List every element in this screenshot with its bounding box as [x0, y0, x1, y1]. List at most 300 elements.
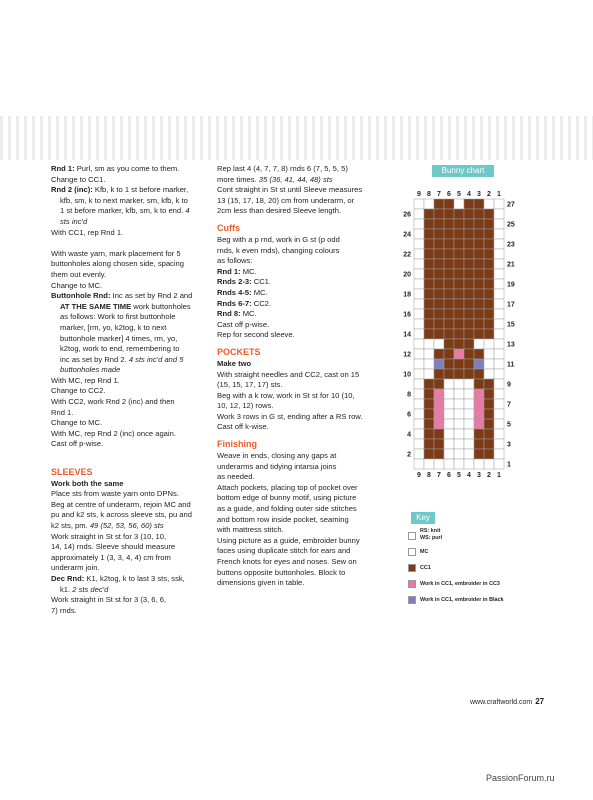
- column-number-top: 6: [447, 191, 451, 198]
- chart-cell: [434, 199, 444, 209]
- text-line: [217, 277, 382, 288]
- chart-cell: [464, 289, 474, 299]
- row-number: 1: [507, 461, 511, 469]
- chart-cell: [444, 279, 454, 289]
- chart-cell: [414, 459, 424, 469]
- chart-cell: [474, 359, 484, 369]
- chart-cell: [424, 249, 434, 259]
- text-run: buttons opposite buttonholes. Block to: [217, 567, 346, 577]
- column-number-top: 4: [467, 191, 471, 198]
- footer-site: www.craftworld.com: [470, 699, 533, 706]
- text-run: buttonholes made: [60, 365, 121, 375]
- chart-cell: [474, 409, 484, 419]
- chart-cell: [484, 349, 494, 359]
- row-number: 5: [507, 421, 511, 429]
- chart-cell: [414, 259, 424, 269]
- text-line: [217, 483, 382, 494]
- chart-cell: [484, 239, 494, 249]
- text-line: [217, 578, 382, 589]
- key-swatch: [408, 564, 416, 572]
- chart-cell: [444, 399, 454, 409]
- text-run: as follows: Work to first buttonhole: [60, 312, 176, 322]
- row-number: 19: [507, 281, 515, 289]
- text-run: Work straight in St st for 3 (3, 6, 6,: [51, 595, 167, 605]
- chart-cell: [454, 269, 464, 279]
- chart-cell: [464, 209, 474, 219]
- text-line: [51, 542, 207, 553]
- row-number: 7: [507, 401, 511, 409]
- chart-cell: [424, 279, 434, 289]
- chart-cell: [444, 439, 454, 449]
- text-run: k2 sts, pm.: [51, 521, 90, 530]
- key-title: Key: [411, 512, 435, 524]
- column-number-bottom: 9: [417, 472, 421, 479]
- text-run: With MC, rep Rnd 1.: [51, 375, 120, 385]
- chart-cell: [424, 239, 434, 249]
- chart-cell: [434, 319, 444, 329]
- text-run: Cast off k-wise.: [217, 422, 269, 432]
- text-line: [51, 563, 207, 574]
- chart-cell: [484, 409, 494, 419]
- chart-cell: [454, 439, 464, 449]
- chart-cell: [434, 219, 444, 229]
- chart-cell: [454, 289, 464, 299]
- text-run: Cast off p-wise.: [217, 319, 270, 329]
- chart-cell: [494, 309, 504, 319]
- text-line: [51, 489, 207, 500]
- chart-cell: [474, 299, 484, 309]
- text-line: [51, 217, 207, 228]
- chart-cell: [424, 339, 434, 349]
- chart-cell: [464, 259, 474, 269]
- column-number-bottom: 1: [497, 472, 501, 479]
- chart-cell: [444, 239, 454, 249]
- text-run: Rnd 8:: [217, 309, 243, 319]
- text-run: and bottom row inside pocket, seaming: [217, 514, 349, 524]
- chart-cell: [444, 329, 454, 339]
- chart-cell: [474, 279, 484, 289]
- chart-cell: [424, 419, 434, 429]
- text-line: [217, 267, 382, 278]
- chart-cell: [444, 259, 454, 269]
- text-run: as a guide, and folding outer side stitches: [217, 504, 357, 514]
- text-run: Beg with a p rnd, work in G st (p odd: [217, 234, 340, 244]
- row-number: 10: [403, 371, 411, 379]
- text-line: [217, 401, 382, 412]
- text-line: [217, 536, 382, 547]
- chart-cell: [464, 349, 474, 359]
- text-run: Rnd 1:: [217, 266, 243, 276]
- chart-cell: [434, 459, 444, 469]
- chart-cell: [474, 219, 484, 229]
- chart-cell: [484, 269, 494, 279]
- text-run: 2cm less than desired Sleeve length.: [217, 206, 342, 216]
- text-line: [217, 246, 382, 257]
- text-line: [217, 235, 382, 246]
- chart-cell: [454, 429, 464, 439]
- key-label: MC: [420, 549, 429, 555]
- chart-cell: [474, 239, 484, 249]
- section-heading: [217, 346, 382, 359]
- chart-cell: [424, 359, 434, 369]
- text-run: With CC2, work Rnd 2 (inc) and then: [51, 397, 175, 407]
- chart-cell: [434, 329, 444, 339]
- text-line: [51, 418, 207, 429]
- text-run: 4: [185, 206, 190, 216]
- text-run: buttonholes along chosen side, spacing: [51, 259, 184, 269]
- column-number-top: 1: [497, 191, 501, 198]
- text-line: [217, 412, 382, 423]
- chart-cell: [424, 369, 434, 379]
- text-line: [51, 365, 207, 376]
- chart-cell: [454, 339, 464, 349]
- chart-cell: [434, 209, 444, 219]
- key-label: Work in CC1, embroider in CC3: [420, 581, 500, 587]
- text-run: With CC1, rep Rnd 1.: [51, 227, 124, 237]
- chart-cell: [414, 209, 424, 219]
- chart-cell: [464, 329, 474, 339]
- chart-cell: [474, 209, 484, 219]
- chart-cell: [434, 379, 444, 389]
- text-line: [217, 462, 382, 473]
- chart-cell: [434, 269, 444, 279]
- pattern-column-left: [51, 164, 207, 616]
- key-label: Work in CC1, embroider in Black: [420, 597, 504, 603]
- chart-cell: [474, 259, 484, 269]
- text-line: [217, 515, 382, 526]
- text-run: k1.: [60, 584, 73, 594]
- text-run: French knots for eyes and noses. Sew on: [217, 557, 357, 566]
- row-number: 11: [507, 361, 515, 369]
- row-number: 20: [403, 271, 411, 279]
- text-run: Beg at centre of underarm, rejoin MC and: [51, 499, 191, 509]
- chart-cell: [464, 459, 474, 469]
- chart-cell: [464, 409, 474, 419]
- row-number: 26: [403, 211, 411, 219]
- text-line: [51, 344, 207, 355]
- chart-cell: [434, 399, 444, 409]
- chart-cell: [474, 309, 484, 319]
- chart-cell: [454, 279, 464, 289]
- chart-cell: [434, 349, 444, 359]
- chart-cell: [424, 289, 434, 299]
- chart-cell: [464, 429, 474, 439]
- chart-cell: [454, 309, 464, 319]
- chart-cell: [414, 199, 424, 209]
- column-number-bottom: 3: [477, 472, 481, 479]
- chart-cell: [414, 389, 424, 399]
- chart-cell: [434, 229, 444, 239]
- chart-cell: [464, 339, 474, 349]
- chart-cell: [454, 229, 464, 239]
- chart-cell: [434, 309, 444, 319]
- text-run: inc as set by Rnd 2.: [60, 354, 129, 364]
- chart-cell: [484, 199, 494, 209]
- text-run: Cast off p-wise.: [51, 439, 104, 449]
- column-number-top: 7: [437, 191, 441, 198]
- text-line: [51, 585, 207, 596]
- chart-cell: [424, 329, 434, 339]
- text-line: [217, 196, 382, 207]
- column-number-top: 3: [477, 191, 481, 198]
- text-line: [51, 439, 207, 450]
- column-number-bottom: 6: [447, 472, 451, 479]
- text-run: With MC, rep Rnd 2 (inc) once again.: [51, 428, 176, 438]
- chart-cell: [494, 289, 504, 299]
- chart-cell: [444, 299, 454, 309]
- chart-cell: [444, 319, 454, 329]
- chart-cell: [414, 419, 424, 429]
- chart-cell: [434, 419, 444, 429]
- chart-cell: [434, 359, 444, 369]
- chart-cell: [474, 449, 484, 459]
- key-label: WS: purl: [420, 535, 443, 541]
- chart-cell: [434, 389, 444, 399]
- text-run: Work both the same: [51, 478, 124, 488]
- chart-cell: [474, 289, 484, 299]
- text-run: Kfb, k to 1 st before marker,: [94, 185, 189, 195]
- text-run: Inc as set by Rnd 2 and: [112, 291, 193, 301]
- text-run: CC1.: [253, 277, 272, 287]
- chart-cell: [484, 399, 494, 409]
- chart-cell: [414, 319, 424, 329]
- chart-cell: [484, 389, 494, 399]
- column-number-bottom: 8: [427, 472, 431, 479]
- chart-cell: [454, 239, 464, 249]
- text-run: rnds, k even rnds), changing colours: [217, 245, 340, 255]
- chart-cell: [444, 339, 454, 349]
- chart-cell: [424, 409, 434, 419]
- row-number: 14: [403, 331, 411, 339]
- text-line: [217, 504, 382, 515]
- chart-cell: [444, 359, 454, 369]
- chart-cell: [414, 339, 424, 349]
- row-number: 2: [407, 451, 411, 459]
- chart-cell: [414, 449, 424, 459]
- chart-cell: [454, 299, 464, 309]
- text-line: [217, 546, 382, 557]
- text-run: Cont straight in St st until Sleeve measures: [217, 185, 363, 195]
- column-number-bottom: 2: [487, 472, 491, 479]
- text-run: Purl, sm as you come to them.: [76, 164, 180, 173]
- text-line: [217, 175, 382, 186]
- chart-cell: [414, 439, 424, 449]
- chart-cell: [414, 279, 424, 289]
- chart-cell: [464, 389, 474, 399]
- chart-cell: [464, 199, 474, 209]
- chart-cell: [454, 419, 464, 429]
- text-run: dimensions given in table.: [217, 578, 305, 588]
- chart-cell: [444, 199, 454, 209]
- text-run: K1, k2tog, k to last 3 sts, ssk,: [86, 573, 185, 583]
- text-run: Change to MC.: [51, 280, 103, 290]
- chart-cell: [494, 269, 504, 279]
- chart-cell: [474, 399, 484, 409]
- text-run: bottom edge of bunny motif, using picture: [217, 493, 357, 503]
- chart-cell: [484, 209, 494, 219]
- chart-cell: [464, 359, 474, 369]
- text-run: Rnds 4-5:: [217, 287, 254, 297]
- chart-cell: [454, 319, 464, 329]
- chart-cell: [414, 219, 424, 229]
- chart-cell: [494, 409, 504, 419]
- chart-cell: [444, 419, 454, 429]
- text-run: them out evenly.: [51, 269, 107, 279]
- chart-cell: [474, 379, 484, 389]
- chart-cell: [484, 329, 494, 339]
- chart-cell: [494, 259, 504, 269]
- chart-cell: [424, 389, 434, 399]
- chart-cell: [454, 199, 464, 209]
- text-run: Buttonhole Rnd:: [51, 291, 113, 301]
- text-run: Change to CC2.: [51, 386, 106, 396]
- text-run: Attach pockets, placing top of pocket over: [217, 482, 358, 492]
- chart-cell: [474, 369, 484, 379]
- row-number: 21: [507, 261, 515, 269]
- text-line: [51, 249, 207, 260]
- chart-cell: [474, 459, 484, 469]
- chart-cell: [424, 379, 434, 389]
- chart-cell: [454, 329, 464, 339]
- chart-cell: [484, 449, 494, 459]
- text-line: [51, 302, 207, 313]
- chart-cell: [494, 389, 504, 399]
- chart-cell: [474, 389, 484, 399]
- text-line: [217, 493, 382, 504]
- text-line: [217, 299, 382, 310]
- chart-cell: [494, 339, 504, 349]
- row-number: 24: [403, 231, 411, 239]
- chart-cell: [434, 289, 444, 299]
- text-run: as needed.: [217, 472, 255, 482]
- chart-cell: [464, 229, 474, 239]
- key-swatch: [408, 548, 416, 556]
- chart-cell: [494, 299, 504, 309]
- text-run: Finishing: [217, 439, 257, 450]
- chart-title: Bunny chart: [432, 165, 494, 177]
- text-run: Rnds 6-7:: [217, 298, 254, 308]
- chart-cell: [424, 199, 434, 209]
- chart-cell: [444, 349, 454, 359]
- text-run: MC.: [253, 287, 268, 297]
- chart-cell: [494, 199, 504, 209]
- text-line: [51, 355, 207, 366]
- text-run: Change to MC.: [51, 418, 103, 428]
- chart-cell: [434, 429, 444, 439]
- paragraph-gap: [51, 450, 207, 461]
- chart-cell: [484, 369, 494, 379]
- text-line: [51, 574, 207, 585]
- chart-cell: [444, 249, 454, 259]
- chart-cell: [494, 229, 504, 239]
- chart-cell: [444, 369, 454, 379]
- chart-cell: [444, 269, 454, 279]
- text-line: [51, 196, 207, 207]
- chart-cell: [444, 289, 454, 299]
- text-run: Cuffs: [217, 222, 240, 233]
- chart-cell: [424, 439, 434, 449]
- chart-cell: [484, 429, 494, 439]
- chart-cell: [494, 459, 504, 469]
- text-run: work buttonholes: [133, 301, 191, 311]
- chart-cell: [484, 249, 494, 259]
- row-number: 4: [407, 431, 411, 439]
- chart-cell: [464, 249, 474, 259]
- chart-cell: [474, 319, 484, 329]
- text-line: [51, 521, 207, 532]
- pattern-column-middle: [217, 164, 382, 589]
- text-run: Beg with a k row, work in St st for 10 (10,: [217, 390, 355, 400]
- key-label: RS: knit: [420, 528, 441, 534]
- row-number: 15: [507, 321, 515, 329]
- chart-cell: [474, 349, 484, 359]
- text-line: [51, 606, 207, 617]
- page-footer: [470, 697, 544, 706]
- chart-cell: [494, 449, 504, 459]
- text-run: Work straight in St st for 3 (10, 10,: [51, 531, 167, 541]
- text-line: [217, 525, 382, 536]
- chart-cell: [444, 219, 454, 229]
- chart-cell: [494, 279, 504, 289]
- chart-cell: [424, 229, 434, 239]
- chart-cell: [444, 379, 454, 389]
- chart-cell: [454, 209, 464, 219]
- row-number: 9: [507, 381, 511, 389]
- chart-cell: [494, 349, 504, 359]
- text-run: Dec Rnd:: [51, 573, 87, 583]
- chart-cell: [424, 429, 434, 439]
- text-run: POCKETS: [217, 346, 261, 357]
- row-number: 18: [403, 291, 411, 299]
- text-run: SLEEVES: [51, 466, 93, 477]
- watermark: PassionForum.ru: [486, 773, 555, 783]
- chart-cell: [484, 289, 494, 299]
- chart-cell: [414, 399, 424, 409]
- text-line: [51, 595, 207, 606]
- text-run: Rep for second sleeve.: [217, 330, 295, 340]
- chart-cell: [424, 399, 434, 409]
- chart-cell: [494, 249, 504, 259]
- chart-cell: [434, 449, 444, 459]
- chart-cell: [474, 229, 484, 239]
- chart-cell: [484, 419, 494, 429]
- column-number-top: 8: [427, 191, 431, 198]
- text-line: [51, 206, 207, 217]
- chart-cell: [474, 419, 484, 429]
- key-swatch: [408, 580, 416, 588]
- section-subheading: [51, 479, 207, 490]
- chart-cell: [454, 349, 464, 359]
- chart-cell: [414, 429, 424, 439]
- chart-cell: [474, 249, 484, 259]
- chart-cell: [424, 209, 434, 219]
- text-run: pu and k2 sts, k across sleeve sts, pu and: [51, 510, 192, 520]
- chart-cell: [464, 439, 474, 449]
- text-run: underarms and tidying intarsia joins: [217, 461, 337, 471]
- page-number: 27: [535, 697, 545, 706]
- text-line: [51, 429, 207, 440]
- chart-cell: [464, 219, 474, 229]
- key-swatch: [408, 596, 416, 604]
- chart-cell: [454, 219, 464, 229]
- chart-cell: [424, 259, 434, 269]
- text-run: With waste yarn, mark placement for 5: [51, 248, 181, 258]
- text-run: sts inc'd: [60, 216, 88, 226]
- chart-cell: [414, 289, 424, 299]
- chart-cell: [444, 389, 454, 399]
- text-run: Rnd 2 (inc):: [51, 185, 95, 195]
- chart-cell: [484, 279, 494, 289]
